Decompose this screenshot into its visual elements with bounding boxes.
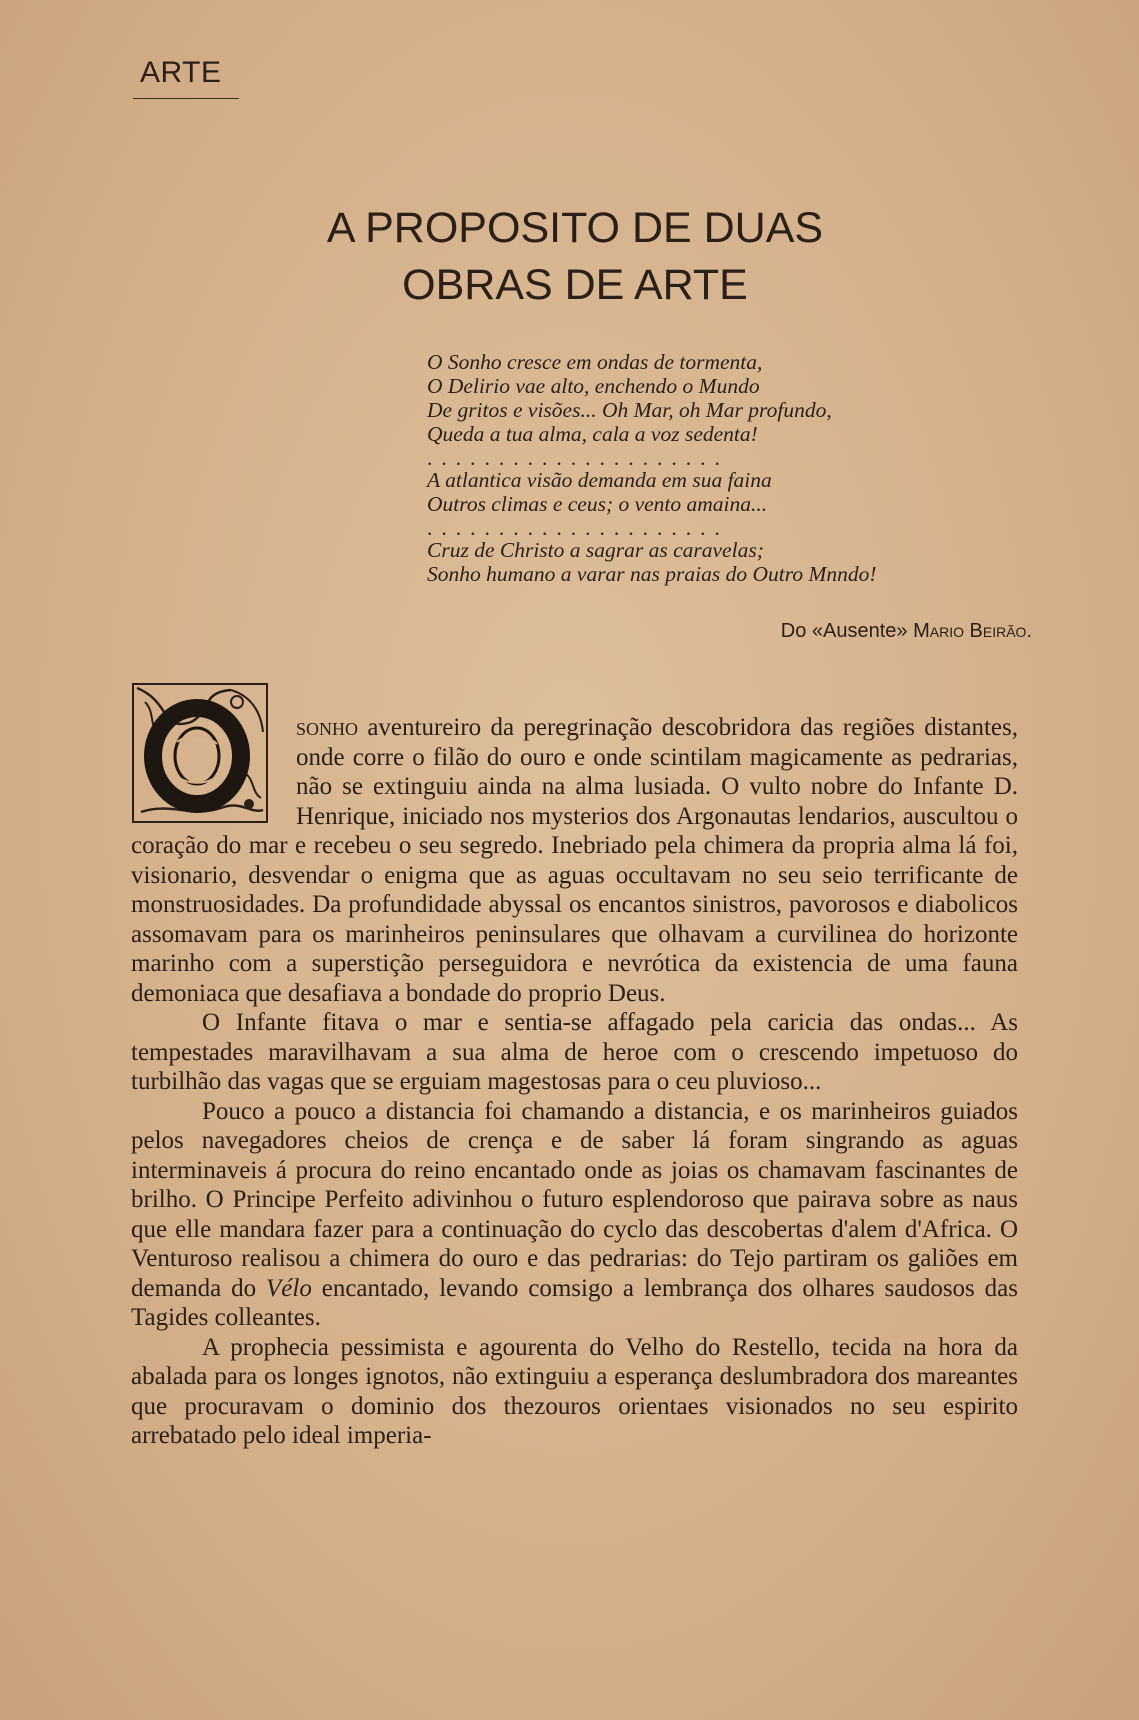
poem-ellipsis-rule: ..................... bbox=[427, 446, 729, 470]
poem-ellipsis-rule: ..................... bbox=[427, 516, 729, 540]
poem-line: Outros climas e ceus; o vento amaina... bbox=[427, 492, 768, 516]
poem-line: O Delirio vae alto, enchendo o Mundo bbox=[427, 374, 760, 398]
poem-line: Queda a tua alma, cala a voz sedenta! bbox=[427, 422, 758, 446]
poem-line: Cruz de Christo a sagrar as caravelas; bbox=[427, 538, 764, 562]
dropcap-space bbox=[131, 713, 296, 831]
section-rule bbox=[133, 98, 239, 99]
paragraph-3-emphasis: Vélo bbox=[266, 1274, 312, 1302]
paragraph-4: A prophecia pessimista e agourenta do Velho do Restello, tecida na hora da abalada para os longes ignotos, não extinguiu a esperança deslumbradora dos mareantes que procuravam o dominio dos thezouros orientaes visionados no seu espirito arrebatado pelo ideal imperia- bbox=[131, 1333, 1018, 1449]
article-title bbox=[200, 200, 950, 314]
paragraph-3 bbox=[131, 1097, 1018, 1333]
title-line-2: OBRAS DE ARTE bbox=[402, 261, 748, 309]
epigraph-poem bbox=[427, 350, 1027, 586]
paragraph-2: O Infante fitava o mar e sentia-se affagado pela caricia das ondas... As tempestades maravilhavam a sua alma de heroe com o crescendo impetuoso do turbilhão das vagas que se erguiam magestosas para o ceu pluvioso... bbox=[131, 1009, 1018, 1095]
poem-line: Sonho humano a varar nas praias do Outro Mnndo! bbox=[427, 562, 877, 586]
paragraph-3-text-b: encantado, levando comsigo a lembrança dos olhares saudosos das Tagides colleantes. bbox=[131, 1274, 1018, 1331]
title-line-1: A PROPOSITO DE DUAS bbox=[326, 204, 824, 252]
poem-attribution bbox=[600, 620, 1032, 643]
lead-word: sonho bbox=[296, 714, 359, 741]
paragraph-1 bbox=[131, 713, 1018, 1008]
article-body bbox=[131, 713, 1018, 1451]
poem-line: A atlantica visão demanda em sua faina bbox=[427, 468, 772, 492]
attribution-author: Mario Beirão. bbox=[913, 620, 1032, 642]
section-label: ARTE bbox=[140, 56, 222, 89]
poem-line: De gritos e visões... Oh Mar, oh Mar profundo, bbox=[427, 398, 832, 422]
paragraph-1-text: aventureiro da peregrinação descobridora das regiões distantes, onde corre o filão do ouro e onde scintilam magicamente as pedrarias, não se extinguiu ainda na alma lusiada. O vulto nobre do Infante D. Henrique, iniciado nos mysterios dos Argonautas lendarios, auscultou o coração do mar e recebeu o seu segredo. Inebriado pela chimera da propria alma lá foi, visionario, desvendar o enigma que as aguas occultavam no seu seio terrificante de monstruosidades. Da profundidade abyssal os encantos sinistros, pavorosos e diabolicos assomavam para os marinheiros peninsulares que olhavam a curvilinea do horizonte marinho com a superstição perseguidora e nevrótica da existencia de uma fauna demoniaca que desafiava a bondade do proprio Deus. bbox=[131, 714, 1018, 1007]
paragraph-3-text-a: Pouco a pouco a distancia foi chamando a distancia, e os marinheiros guiados pelos navegadores cheios de crença e de saber lá foram singrando as aguas interminaveis á procura do reino encantado onde as joias os chamavam fascinantes de brilho. O Principe Perfeito adivinhou o futuro esplendoroso que pairava sobre as naus que elle mandara fazer para a continuação do cyclo das descobertas d'alem d'Africa. O Venturoso realisou a chimera do ouro e das pedrarias: do Tejo partiram os galiões em demanda do bbox=[131, 1097, 1018, 1302]
poem-line: O Sonho cresce em ondas de tormenta, bbox=[427, 350, 763, 374]
attribution-source: Do «Ausente» bbox=[780, 620, 908, 642]
